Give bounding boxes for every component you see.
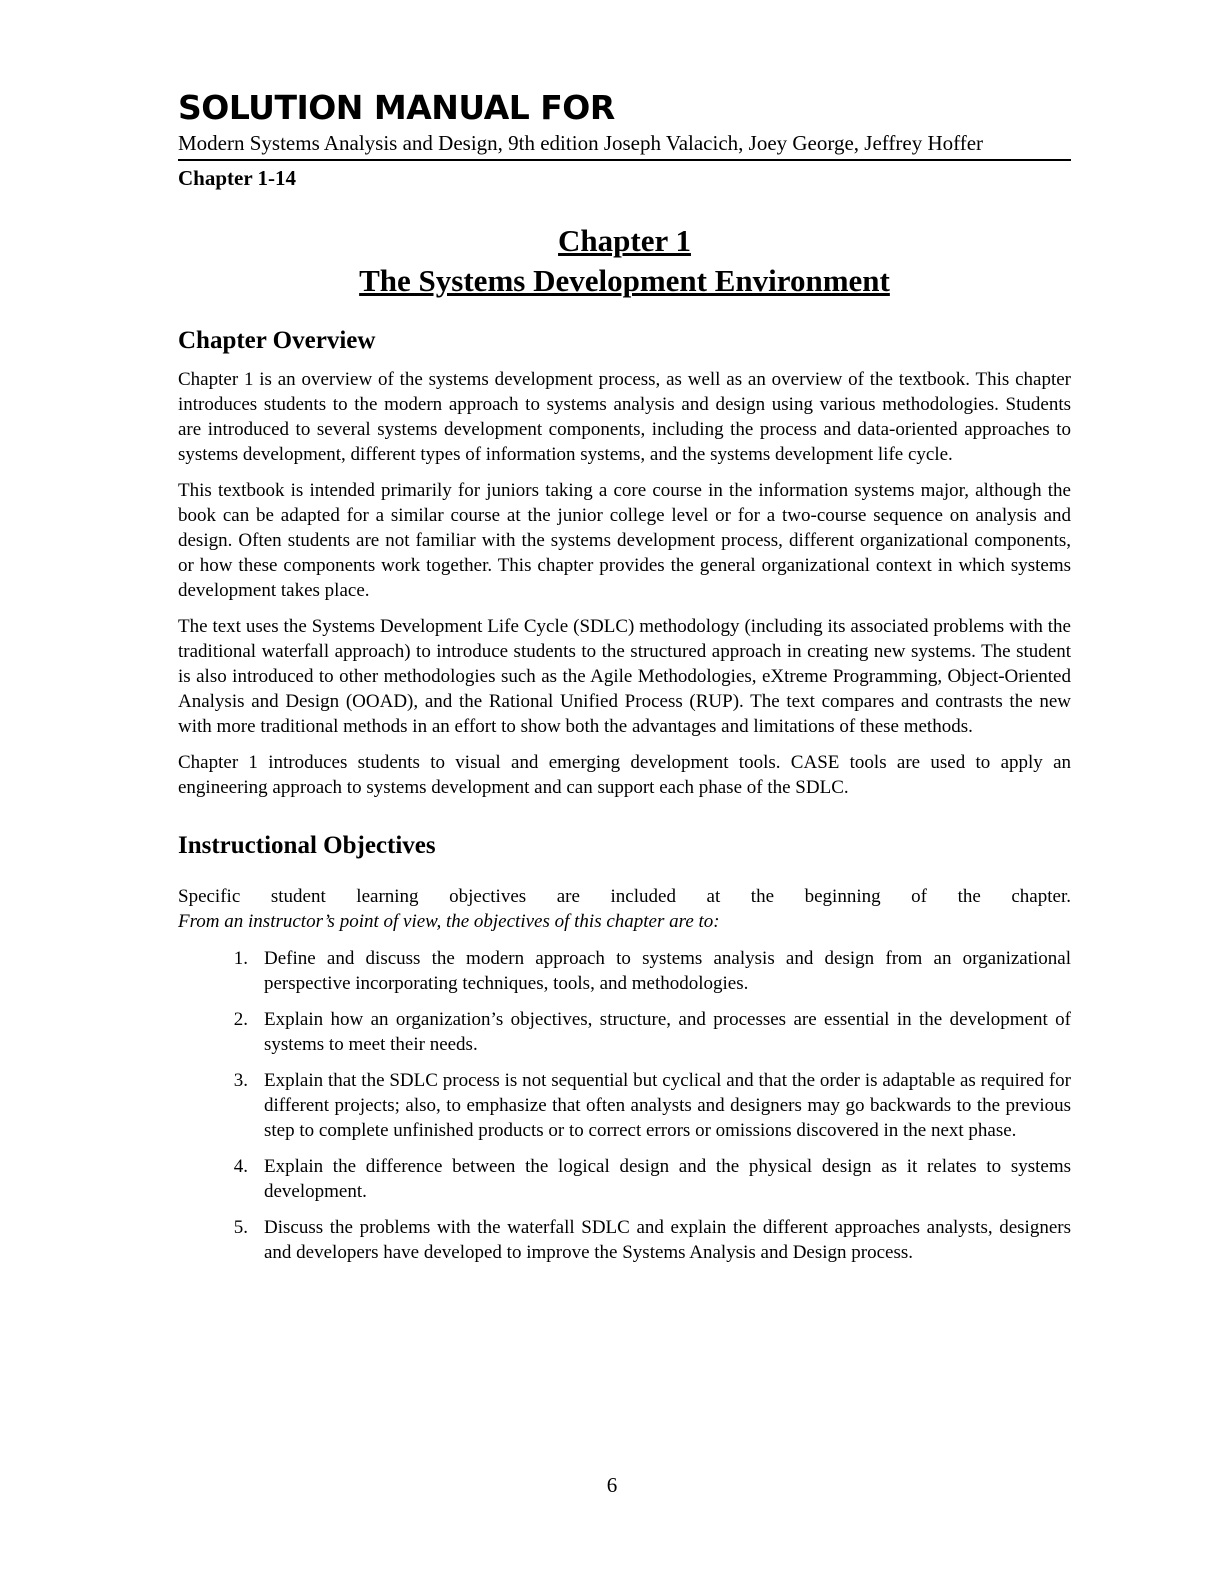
chapter-range: Chapter 1-14 — [178, 166, 297, 190]
list-item-number: 4. — [233, 1156, 248, 1177]
list-item-number: 1. — [233, 948, 248, 969]
list-item-text: Explain the difference between the logical design and the physical design as it relates to systems development. — [264, 1156, 1071, 1202]
chapter-number: Chapter 1 — [558, 223, 691, 258]
list-item — [178, 1007, 1071, 1057]
list-item — [178, 1215, 1071, 1265]
list-item-number: 3. — [233, 1070, 248, 1091]
overview-paragraph: The text uses the Systems Development Life Cycle (SDLC) methodology (including its associated problems with the traditional waterfall approach) to introduce students to the structured approach in creating new systems. The student is also introduced to other methodologies such as the Agile Methodologies, eXtreme Programming, Object-Oriented Analysis and Design (OOAD), and the Rational Unified Process (RUP). The text compares and contrasts the new with more traditional methods in an effort to show both the advantages and limitations of these methods. — [178, 616, 1071, 737]
book-subtitle: Modern Systems Analysis and Design, 9th edition Joseph Valacich, Joey George, Jeffrey Hoffer — [178, 130, 1071, 161]
overview-paragraph: Chapter 1 is an overview of the systems development process, as well as an overview of the textbook. This chapter introduces students to the modern approach to systems analysis and design using various methodologies. Students are introduced to several systems development components, including the process and data-oriented approaches to systems development, different types of information systems, and the systems development life cycle. — [178, 369, 1071, 465]
document-page — [178, 88, 1071, 1276]
chapter-heading — [178, 221, 1071, 301]
objectives-lead: Specific student learning objectives are included at the beginning of the chapter. — [178, 886, 1071, 907]
overview-heading: Chapter Overview — [178, 327, 376, 354]
page-number: 6 — [606, 1473, 618, 1497]
objectives-lead-italic: From an instructor’s point of view, the objectives of this chapter are to: — [178, 911, 720, 932]
list-item-text: Explain how an organization’s objectives, structure, and processes are essential in the development of systems to meet their needs. — [264, 1009, 1071, 1055]
banner-title: SOLUTION MANUAL FOR — [178, 88, 615, 127]
overview-paragraph: Chapter 1 introduces students to visual and emerging development tools. CASE tools are used to apply an engineering approach to systems development and can support each phase of the SDLC. — [178, 752, 1071, 798]
objectives-list — [178, 946, 1071, 1265]
list-item — [178, 1068, 1071, 1143]
list-item — [178, 1154, 1071, 1204]
list-item — [178, 946, 1071, 996]
chapter-title: The Systems Development Environment — [359, 263, 890, 298]
list-item-text: Explain that the SDLC process is not sequential but cyclical and that the order is adaptable as required for different projects; also, to emphasize that often analysts and designers may go backwards to the previous step to complete unfinished products or to correct errors or omissions discovered in the next phase. — [264, 1070, 1071, 1141]
list-item-number: 2. — [233, 1009, 248, 1030]
overview-paragraph: This textbook is intended primarily for juniors taking a core course in the information systems major, although the book can be adapted for a similar course at the junior college level or for a two-course sequence on analysis and design. Often students are not familiar with the systems development process, different organizational components, or how these components work together. This chapter provides the general organizational context in which systems development takes place. — [178, 480, 1071, 601]
objectives-heading: Instructional Objectives — [178, 832, 436, 859]
list-item-number: 5. — [233, 1217, 248, 1238]
list-item-text: Define and discuss the modern approach to systems analysis and design from an organizational perspective incorporating techniques, tools, and methodologies. — [264, 948, 1071, 994]
list-item-text: Discuss the problems with the waterfall SDLC and explain the different approaches analysts, designers and developers have developed to improve the Systems Analysis and Design process. — [264, 1217, 1071, 1263]
